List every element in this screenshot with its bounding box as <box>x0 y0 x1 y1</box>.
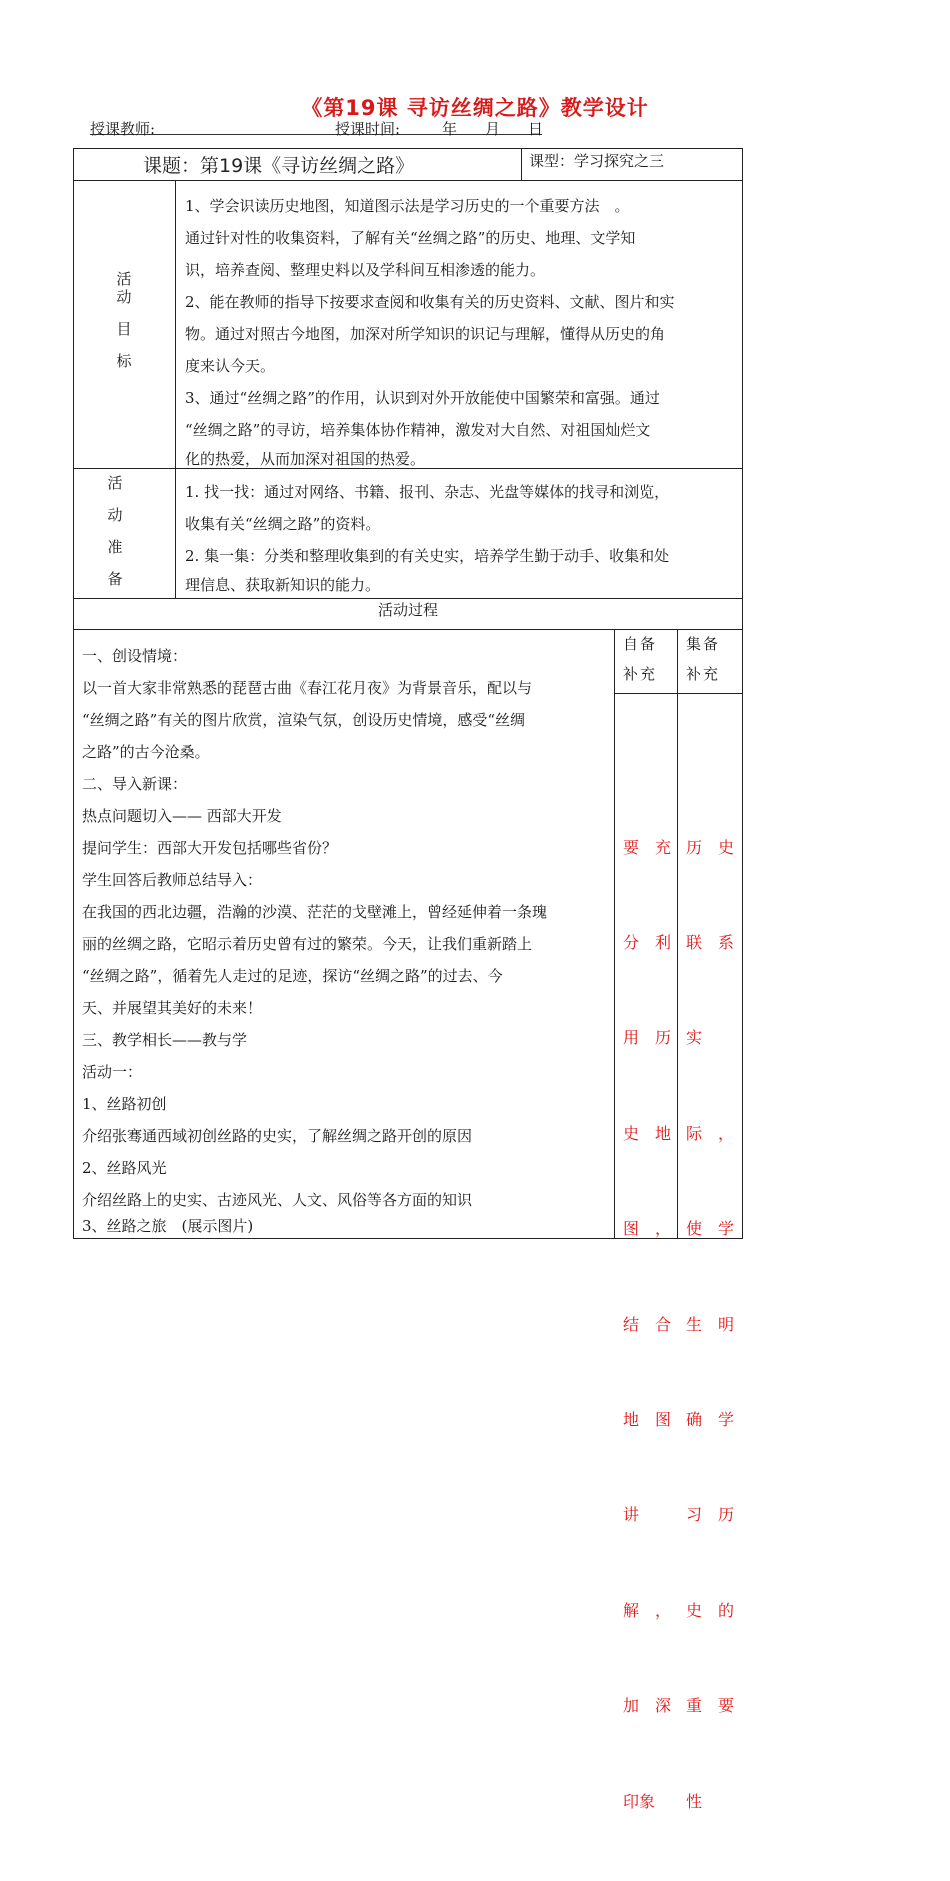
prep-line: 2. 集一集：分类和整理收集到的有关史实，培养学生勤于动手、收集和处 <box>185 547 670 565</box>
process-line: 提问学生：西部大开发包括哪些省份？ <box>82 839 338 857</box>
time-label: 授课时间: <box>335 120 401 138</box>
process-line: “丝绸之路”有关的图片欣赏，渲染气氛，创设历史情境，感受“丝绸 <box>82 711 526 729</box>
goals-line: 识，培养查阅、整理史料以及学科间互相渗透的能力。 <box>185 261 546 279</box>
process-line: 天、并展望其美好的未来！ <box>82 999 263 1017</box>
prep-line: 理信息、获取新知识的能力。 <box>185 576 381 594</box>
column-head-divider <box>614 693 743 694</box>
process-line: 热点问题切入—— 西部大开发 <box>82 807 282 825</box>
process-line: 二、导入新课： <box>82 775 188 793</box>
goals-label: 活 动 目 标 <box>116 270 132 370</box>
process-line: 以一首大家非常熟悉的琵琶古曲《春江花月夜》为背景音乐，配以与 <box>82 679 533 697</box>
process-line: 3、丝路之旅 (展示图片) <box>82 1217 254 1235</box>
process-line: 介绍丝路上的史实、古迹风光、人文、风俗等各方面的知识 <box>82 1191 473 1209</box>
document-title: 《第19课 寻访丝绸之路》教学设计 <box>301 96 649 120</box>
process-line: 2、丝路风光 <box>82 1159 167 1177</box>
prep-line: 收集有关“丝绸之路”的资料。 <box>185 515 381 533</box>
goals-line: 1、学会识读历史地图，知道图示法是学习历史的一个重要方法 。 <box>185 197 630 215</box>
process-line: 一、创设情境： <box>82 647 188 665</box>
process-heading: 活动过程 <box>377 601 438 619</box>
process-line: 三、教学相长——教与学 <box>82 1031 248 1049</box>
process-line: 活动一： <box>82 1063 143 1081</box>
day-label: 日 <box>528 120 544 138</box>
goals-line: 2、能在教师的指导下按要求查阅和收集有关的历史资料、文献、图片和实 <box>185 293 675 311</box>
process-line: 1、丝路初创 <box>82 1095 167 1113</box>
lesson-title: 课题：第19课《寻访丝绸之路》 <box>143 155 415 177</box>
lesson-plan-table <box>73 148 743 1811</box>
goals-line: 化的热爱，从而加深对祖国的热爱。 <box>185 450 426 468</box>
teacher-label: 授课教师: <box>90 120 156 138</box>
process-line: 之路”的古今沧桑。 <box>82 743 210 761</box>
goals-line: 度来认今天。 <box>185 357 276 375</box>
column-divider <box>175 180 176 599</box>
process-line: 在我国的西北边疆，浩瀚的沙漠、茫茫的戈壁滩上，曾经延伸着一条瑰 <box>82 903 548 921</box>
prep-line: 1. 找一找：通过对网络、书籍、报刊、杂志、光盘等媒体的找寻和浏览， <box>185 483 670 501</box>
process-line: “丝绸之路”，循着先人走过的足迹，探访“丝绸之路”的过去、今 <box>82 967 503 985</box>
group-supplement-head: 集备 补充 <box>686 635 721 683</box>
process-line: 介绍张骞通西域初创丝路的史实，了解丝绸之路开创的原因 <box>82 1127 473 1145</box>
group-supplement-note: 历 史 联 系 实 际 ， 使 学 生 明 确 学 习 历 史 的 重 要 性 <box>686 837 735 1811</box>
column-divider <box>614 629 615 1239</box>
process-line: 学生回答后教师总结导入： <box>82 871 263 889</box>
year-label: 年 <box>442 120 458 138</box>
goals-line: “丝绸之路”的寻访，培养集体协作精神，激发对大自然、对祖国灿烂文 <box>185 421 651 439</box>
lesson-meta-line <box>90 118 544 138</box>
column-divider <box>677 629 678 1239</box>
table-border-right <box>742 148 743 1239</box>
process-line: 丽的丝绸之路，它昭示着历史曾有过的繁荣。今天，让我们重新踏上 <box>82 935 533 953</box>
month-label: 月 <box>485 120 501 138</box>
row-divider <box>73 180 743 181</box>
column-divider <box>521 148 522 181</box>
self-supplement-head: 自备 补充 <box>623 635 658 683</box>
goals-line: 通过针对性的收集资料，了解有关“丝绸之路”的历史、地理、文学知 <box>185 229 636 247</box>
lesson-type: 课型：学习探究之三 <box>529 152 665 170</box>
goals-line: 物。通过对照古今地图，加深对所学知识的识记与理解，懂得从历史的角 <box>185 325 666 343</box>
prep-label: 活 动 准 备 <box>107 474 123 588</box>
self-supplement-note: 要 充 分 利 用 历 史 地 图 ， 结 合 地 图 讲 解 ， 加 深 印象 <box>623 837 672 1811</box>
goals-line: 3、通过“丝绸之路”的作用，认识到对外开放能使中国繁荣和富强。通过 <box>185 389 660 407</box>
